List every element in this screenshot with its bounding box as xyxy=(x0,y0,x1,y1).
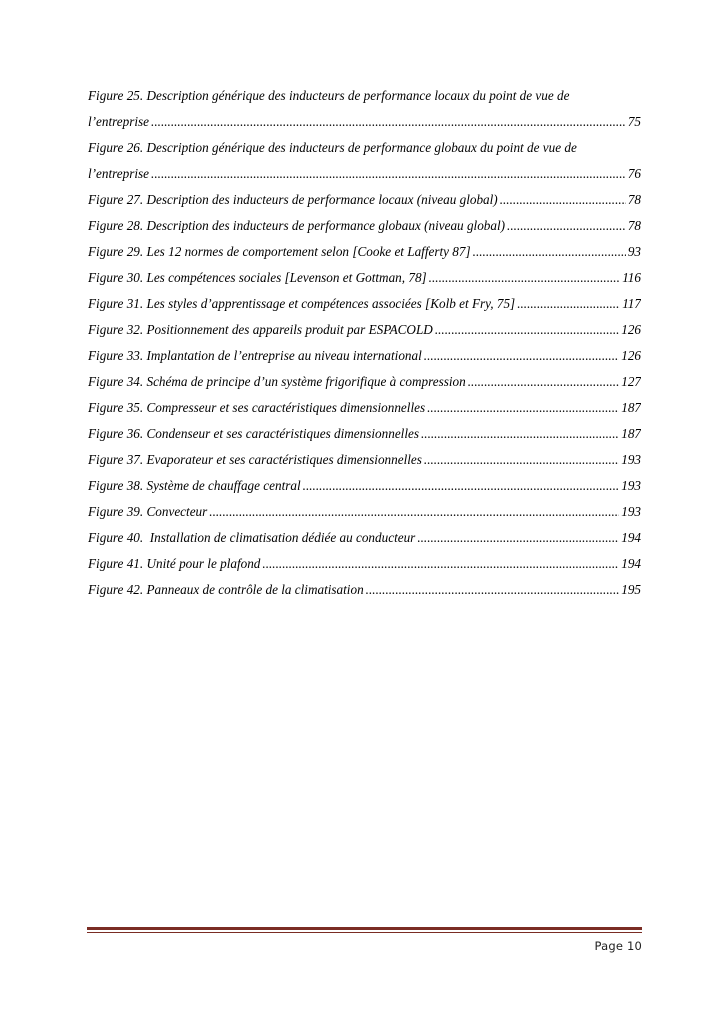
toc-page-number: 194 xyxy=(621,530,641,545)
toc-page-number: 193 xyxy=(621,504,641,519)
toc-entry-text: Figure 32. Positionnement des appareils produit par ESPACOLD xyxy=(88,322,433,337)
toc-page-number: 193 xyxy=(621,452,641,467)
dot-leader xyxy=(427,395,619,421)
toc-entry-text: Figure 30. Les compétences sociales [Levenson et Gottman, 78] xyxy=(88,270,427,285)
toc-page-number: 93 xyxy=(627,244,641,259)
toc-entry-figure-33[interactable] xyxy=(88,343,641,369)
toc-page-number: 126 xyxy=(621,348,641,363)
toc-page-number: 194 xyxy=(621,556,641,571)
dot-leader xyxy=(262,551,619,577)
toc-entry-figure-27[interactable] xyxy=(88,187,641,213)
toc-entry-text: Figure 34. Schéma de principe d’un système frigorifique à compression xyxy=(88,374,466,389)
toc-entry-text: Figure 25. Description générique des inducteurs de performance locaux du point de vue de xyxy=(88,88,570,103)
dot-leader xyxy=(517,291,620,317)
toc-entry-text: Figure 38. Système de chauffage central xyxy=(88,478,301,493)
toc-entry-figure-39[interactable] xyxy=(88,499,641,525)
dot-leader xyxy=(473,239,626,265)
toc-entry-text: l’entreprise xyxy=(88,166,150,181)
toc-entry-figure-40[interactable] xyxy=(88,525,641,551)
toc-entry-text: Figure 42. Panneaux de contrôle de la climatisation xyxy=(88,582,364,597)
toc-entry-text: Figure 31. Les styles d’apprentissage et compétences associées [Kolb et Fry, 75] xyxy=(88,296,516,311)
toc-entry-text: Figure 35. Compresseur et ses caractéristiques dimensionnelles xyxy=(88,400,426,415)
toc-page-number: 78 xyxy=(627,218,641,233)
toc-entry-text: Figure 37. Evaporateur et ses caractéristiques dimensionnelles xyxy=(88,452,422,467)
toc-entry-text: Figure 39. Convecteur xyxy=(88,504,208,519)
dot-leader xyxy=(507,213,626,239)
toc-entry-text: Figure 26. Description générique des inducteurs de performance globaux du point de vue de xyxy=(88,140,577,155)
toc-page-number: 126 xyxy=(621,322,641,337)
toc-entry-figure-37[interactable] xyxy=(88,447,641,473)
toc-page-number: 76 xyxy=(627,166,641,181)
toc-entry-figure-38[interactable] xyxy=(88,473,641,499)
toc-entry-text: Figure 36. Condenseur et ses caractéristiques dimensionnelles xyxy=(88,426,419,441)
toc-entry-figure-26-line2[interactable] xyxy=(88,161,641,187)
toc-entry-figure-35[interactable] xyxy=(88,395,641,421)
toc-entry-figure-29[interactable] xyxy=(88,239,641,265)
toc-entry-figure-42[interactable] xyxy=(88,577,641,603)
dot-leader xyxy=(429,265,621,291)
toc-entry-figure-25-line2[interactable] xyxy=(88,109,641,135)
toc-entry-text: Figure 40. Installation de climatisation dédiée au conducteur xyxy=(88,530,416,545)
toc-entry-text: Figure 33. Implantation de l’entreprise au niveau international xyxy=(88,348,422,363)
toc-entry-figure-32[interactable] xyxy=(88,317,641,343)
toc-page-number: 193 xyxy=(621,478,641,493)
toc-page-number: 195 xyxy=(621,582,641,597)
dot-leader xyxy=(303,473,620,499)
dot-leader xyxy=(151,161,626,187)
page-number-label: Page 10 xyxy=(594,939,642,953)
toc-entry-figure-34[interactable] xyxy=(88,369,641,395)
toc-page-number: 78 xyxy=(627,192,641,207)
toc-entry-text: Figure 27. Description des inducteurs de performance locaux (niveau global) xyxy=(88,192,498,207)
page-footer xyxy=(87,927,642,953)
dot-leader xyxy=(417,525,619,551)
dot-leader xyxy=(209,499,619,525)
footer-rule-thin xyxy=(87,932,642,933)
toc-entry-figure-31[interactable] xyxy=(88,291,641,317)
table-of-figures xyxy=(88,83,641,603)
toc-entry-text: Figure 41. Unité pour le plafond xyxy=(88,556,261,571)
dot-leader xyxy=(421,421,619,447)
toc-page-number: 127 xyxy=(621,374,641,389)
dot-leader xyxy=(500,187,626,213)
dot-leader xyxy=(435,317,619,343)
dot-leader xyxy=(468,369,619,395)
dot-leader xyxy=(424,447,619,473)
dot-leader xyxy=(366,577,620,603)
toc-entry-text: Figure 29. Les 12 normes de comportement selon [Cooke et Lafferty 87] xyxy=(88,244,471,259)
toc-page-number: 187 xyxy=(621,426,641,441)
toc-page-number: 187 xyxy=(621,400,641,415)
toc-entry-figure-26-line1[interactable] xyxy=(88,135,641,161)
toc-entry-figure-25-line1[interactable] xyxy=(88,83,641,109)
toc-entry-figure-36[interactable] xyxy=(88,421,641,447)
toc-entry-text: Figure 28. Description des inducteurs de performance globaux (niveau global) xyxy=(88,218,506,233)
toc-entry-figure-41[interactable] xyxy=(88,551,641,577)
toc-entry-figure-28[interactable] xyxy=(88,213,641,239)
toc-entry-figure-30[interactable] xyxy=(88,265,641,291)
toc-page-number: 75 xyxy=(627,114,641,129)
toc-page-number: 117 xyxy=(622,296,641,311)
dot-leader xyxy=(424,343,619,369)
dot-leader xyxy=(151,109,626,135)
toc-entry-text: l’entreprise xyxy=(88,114,150,129)
toc-page-number: 116 xyxy=(622,270,641,285)
